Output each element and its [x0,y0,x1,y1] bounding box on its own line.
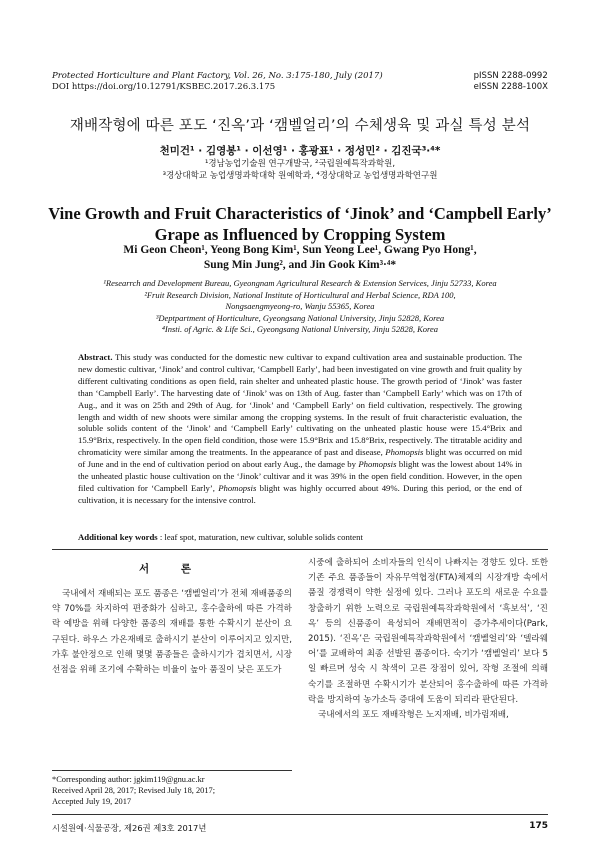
abstract [78,352,522,507]
received-date: Received April 28, 2017; Revised July 18, 2017; [52,786,216,795]
abstract-text: blight was the lowest about 14% in the unheated plastic house cultivation on the ‘Jinok’ cultivar and it was 39% in the open field condition. However, in the open filed cultivation for ‘Campbell Early’, [78,459,522,493]
affiliation-1: ¹Researrch and Development Bureau, Gyeongnam Agricultural Research & Extension Services, Jinju 52733, Korea [103,278,497,288]
eissn: eISSN 2288-100X [473,82,548,92]
footer-divider [52,814,548,815]
body-column-right [308,556,548,723]
pathogen-name: Phomopsis [385,447,424,458]
footnote [52,770,292,807]
english-title [0,203,600,245]
abstract-text: blight was occurred on mid of June and in the end of cultivation period on about early Aug., the damage by [78,447,523,470]
english-title-line: Grape as Influenced by Cropping System [154,225,446,244]
journal-header [52,71,383,93]
english-affiliations [0,278,600,336]
korean-affiliations [0,158,600,182]
affiliation-2: ²Fruit Research Division, National Institute of Horticultural and Herbal Science, RDA 100, [144,289,456,300]
english-title-line: Vine Growth and Fruit Characteristics of ‘Jinok’ and ‘Campbell Early’ [48,204,552,223]
english-authors [0,243,600,273]
affiliation-4: ⁴Insti. of Agric. & Life Sci., Gyeongsang National University, Jinju 52828, Korea [161,324,439,334]
abstract-text: blight was highly occurred about 49%. During this period, or the end of cultivation, it is necessary for the intensive control. [78,482,522,505]
keywords-label: Additional key words [78,532,158,542]
doi-link[interactable]: DOI https://doi.org/10.12791/KSBEC.2017.26.3.175 [52,82,276,92]
pathogen-name: Phomopsis [218,482,257,493]
affiliation-3: ³Deptpartment of Horticulture, Gyeongsang National University, Jinju 52828, Korea [155,312,445,323]
abstract-label: Abstract. [78,352,113,362]
english-authors-line: Mi Geon Cheon¹, Yeong Bong Kim¹, Sun Yeong Lee¹, Gwang Pyo Hong¹, [123,244,477,256]
corresponding-author: *Corresponding author: jgkim119@gnu.ac.kr [52,775,205,784]
accepted-date: Accepted July 19, 2017 [52,797,132,806]
footer-journal: 시설원예·식물공장, 제26권 제3호 2017년 [52,823,207,833]
keywords-text: : leaf spot, maturation, new cultivar, soluble solids content [157,532,363,542]
abstract-text: This study was conducted for the domestic new cultivar to expand cultivation area and sustainable production. The new domestic cultivar, ‘Jinok’ and control cultivar, ‘Campbell Early’, had been investigated on vine growth and fruit quality by different cultivating conditions as open field, rain shelter and unheated plastic house. The growth period of ‘Jinok’ was faster than ‘Campbell Early’. The harvesting date of ‘Jinok’ was on 13th of Aug. faster than ‘Campbell Early’ which was on 17th of Aug., and it was on 25th and 29th of Aug. for ‘Jinok’ and ‘Campbell Early’ on field cultivation, respectively. The growing length and width of new shoots were similar among the cropping systems. In the result of fruit characteristic evaluation, the soluble solids content of the ‘Jinok’ and ‘Campbell Early’ cultivating on the unheated plastic house were 15.4°Brix and 15.9°Brix, respectively. In the open field condition, those were 15.9°Brix and 15.8°Brix, respectively. The titratable acidity and chromaticity were similar among the treatments. In the appearance of past and disease, [78,352,522,458]
page-number: 175 [529,821,548,831]
keywords [78,532,522,542]
korean-title: 재배작형에 따른 포도 ‘진옥’과 ‘캠벨얼리’의 수체생육 및 과실 특성 분석 [69,118,531,134]
affiliation-2-cont: Nongsaengmyeong-ro, Wanju 55365, Korea [225,301,375,311]
pathogen-name: Phomopsis [358,459,397,470]
korean-authors: 천미건¹ · 김영봉¹ · 이선영¹ · 홍광표¹ · 정성민² · 김진국³·⁴* [159,145,441,157]
footnote-rule [52,770,292,771]
korean-affiliation-line: ³경상대학교 농업생명과학대학 원예학과, ⁴경상대학교 농업생명과학연구원 [162,171,438,181]
issn-block [474,71,548,93]
journal-citation: Protected Horticulture and Plant Factory, Vol. 26, No. 3:175-180, July (2017) [52,71,383,81]
body-column-left [52,587,292,678]
pissn: pISSN 2288-0992 [473,71,548,81]
section-heading-introduction: 서 론 [139,563,205,575]
korean-affiliation-line: ¹경남농업기술원 연구개발국, ²국립원예특작과학원, [204,159,396,169]
body-paragraph: 국내에서 재배되는 포도 품종은 ‘캠벨얼리’가 전체 재배품종의 약 70%를 차지하여 편중화가 심하고, 홍수출하에 따른 가격하락 예방을 위해 다양한 품종의 재배를 통한 수확시기 분산이 요구된다. 하우스 가온재배로 출하시기 분산이 이루어지고 있지만, 가후 불안정으로 인해 몇몇 품종들은 출하시기가 겹치면서, 시장 선점을 위해 조기에 수확하는 비율이 높아 품질이 낮은 포도가 [52,589,292,676]
english-authors-line: Sung Min Jung², and Jin Gook Kim³·⁴* [203,259,397,271]
body-paragraph: 시중에 출하되어 소비자들의 인식이 나빠지는 경향도 있다. 또한 기존 주요 품종들이 자유무역협정(FTA)체제의 시장개방 속에서 품질 경쟁력이 약한 실정에 있다. 그러나 포도의 새로운 수요를 창출하기 위한 노력으로 국립원예특작과학원에서 ‘흑보석’, ‘진옥’ 등의 신품종이 육성되어 재배면적이 증가추세이다(Park, 2015). ‘진옥’은 국립원예특작과학원에서 ‘캠벨얼리’와 ‘델라웨어’를 교배하여 최종 선발된 품종이다. 숙기가 ‘캠벨얼리’ 보다 5일 빠르며 성숙 시 착색이 고른 장점이 있어, 작형 조절에 의해 숙기를 조절하면 수확시기가 분산되어 홍수출하에 따른 가격하락을 방지하여 농가소득 증대에 도움이 되리라 판단된다. [308,558,548,705]
body-paragraph: 국내에서의 포도 재배작형은 노지재배, 비가림재배, [318,710,509,721]
section-divider [52,549,548,550]
